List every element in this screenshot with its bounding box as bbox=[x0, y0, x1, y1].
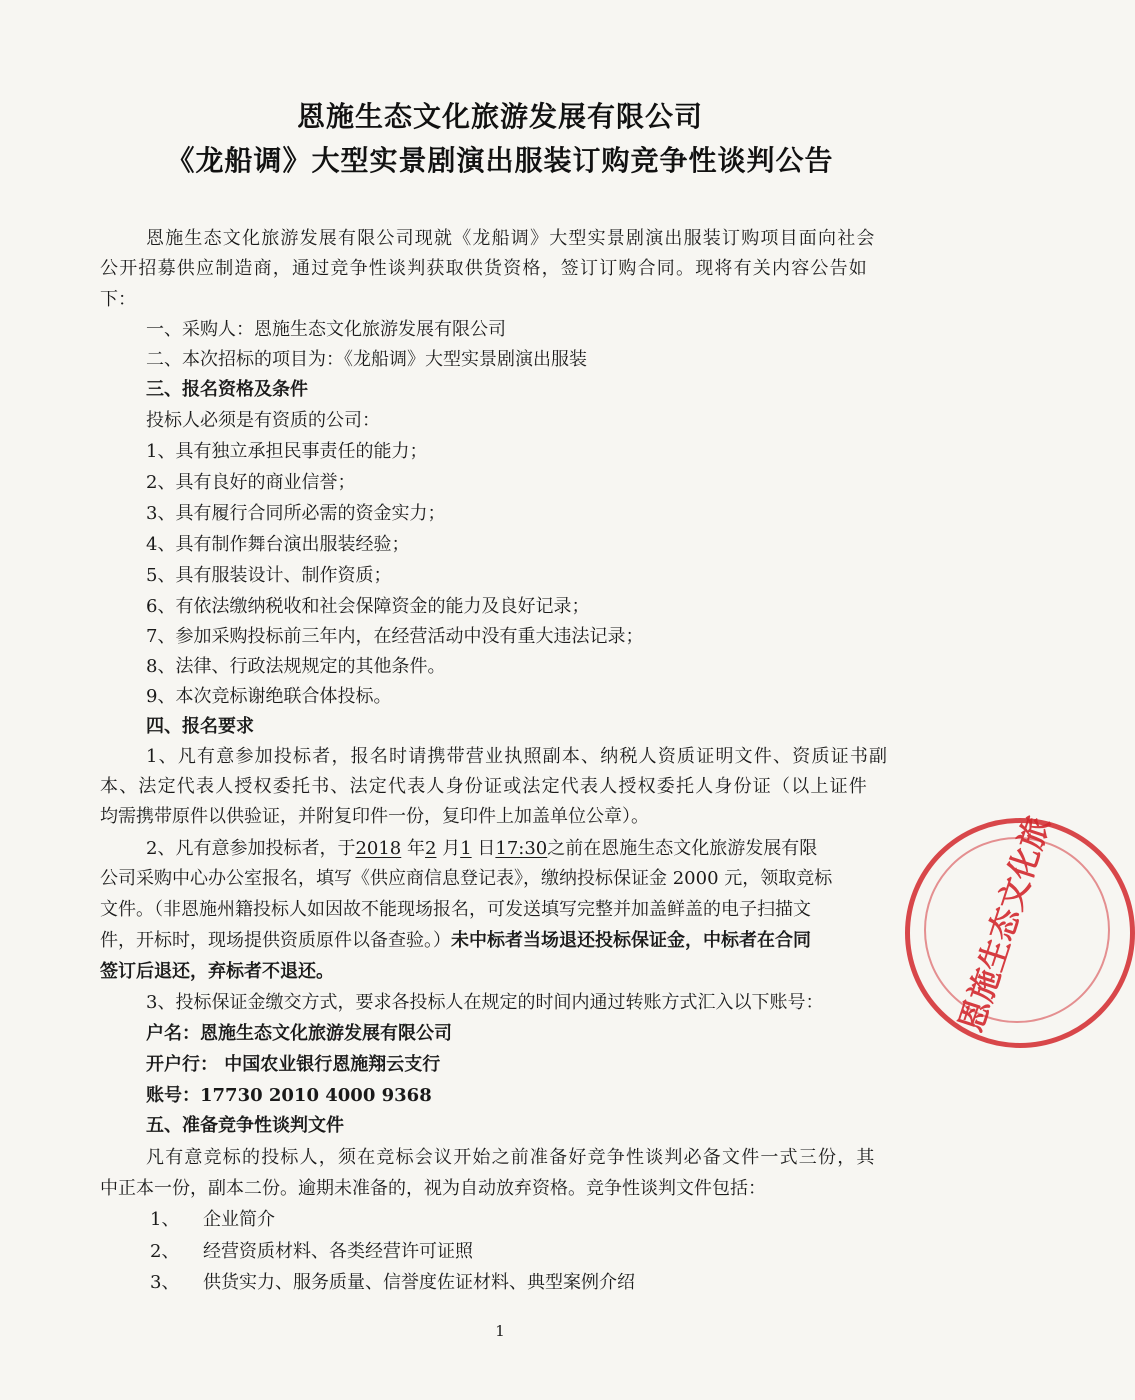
account-name: 户名：恩施生态文化旅游发展有限公司 bbox=[146, 1023, 452, 1044]
section-qualification-heading: 三、报名资格及条件 bbox=[146, 379, 308, 400]
requirement-item: 3、具有履行合同所必需的资金实力； bbox=[146, 503, 446, 524]
registration-para2-line2: 公司采购中心办公室报名，填写《供应商信息登记表》，缴纳投标保证金 2000 元，领取竞标 bbox=[100, 868, 833, 889]
registration-para2-line3: 文件。（非恩施州籍投标人如因故不能现场报名，可发送填写完整并加盖鲜盖的电子扫描文 bbox=[100, 899, 811, 920]
seal-text: 恩施生态文化旅 bbox=[951, 811, 1058, 1037]
requirement-item: 2、具有良好的商业信誉； bbox=[146, 472, 356, 493]
section-purchaser: 一、采购人：恩施生态文化旅游发展有限公司 bbox=[146, 319, 506, 340]
doc-item-number: 3、 bbox=[150, 1272, 180, 1293]
doc-item-text: 企业简介 bbox=[203, 1209, 275, 1230]
registration-para2-line4-bold: 未中标者当场退还投标保证金，中标者在合同 bbox=[451, 930, 811, 951]
registration-para1-line1: 1、凡有意参加投标者，报名时请携带营业执照副本、纳税人资质证明文件、资质证书副 bbox=[146, 746, 889, 767]
registration-para1-line3: 均需携带原件以供验证，并附复印件一份，复印件上加盖单位公章）。 bbox=[100, 806, 649, 827]
deadline-time: 17:30 bbox=[495, 838, 548, 859]
deadline-day: 1 bbox=[460, 838, 472, 859]
registration-para2-line4 bbox=[100, 928, 811, 954]
intro-line-3: 下： bbox=[100, 289, 136, 310]
registration-para2-line5: 签订后退还，弃标者不退还。 bbox=[100, 961, 334, 982]
requirement-item: 8、法律、行政法规规定的其他条件。 bbox=[146, 656, 446, 677]
deadline-day-char: 日 bbox=[477, 838, 496, 859]
intro-line-1: 恩施生态文化旅游发展有限公司现就《龙船调》大型实景剧演出服装订购项目面向社会 bbox=[146, 228, 876, 249]
company-seal-stamp bbox=[905, 811, 1135, 1048]
documents-para-line1: 凡有意竞标的投标人，须在竞标会议开始之前准备好竞争性谈判必备文件一式三份，其 bbox=[146, 1147, 876, 1168]
section-project: 二、本次招标的项目为：《龙船调》大型实景剧演出服装 bbox=[146, 349, 587, 370]
registration-deadline-prefix: 2、凡有意参加投标者，于 bbox=[146, 838, 356, 859]
deadline-month-char: 月 bbox=[442, 838, 461, 859]
registration-para1-line2: 本、法定代表人授权委托书、法定代表人身份证或法定代表人授权委托人身份证（以上证件 bbox=[100, 776, 868, 797]
requirement-item: 7、参加采购投标前三年内，在经营活动中没有重大违法记录； bbox=[146, 626, 644, 647]
deadline-year: 2018 bbox=[355, 838, 402, 859]
doc-item-number: 1、 bbox=[150, 1209, 180, 1230]
account-bank: 开户行： 中国农业银行恩施翔云支行 bbox=[146, 1054, 441, 1075]
requirement-item: 4、具有制作舞台演出服装经验； bbox=[146, 534, 410, 555]
doc-item-text: 经营资质材料、各类经营许可证照 bbox=[203, 1241, 473, 1262]
requirement-item: 9、本次竞标谢绝联合体投标。 bbox=[146, 686, 392, 707]
requirement-item: 5、具有服装设计、制作资质； bbox=[146, 565, 392, 586]
account-number: 账号：17730 2010 4000 9368 bbox=[146, 1085, 432, 1106]
company-title: 恩施生态文化旅游发展有限公司 bbox=[296, 100, 703, 133]
requirement-item: 6、有依法缴纳税收和社会保障资金的能力及良好记录； bbox=[146, 596, 590, 617]
deposit-method: 3、投标保证金缴交方式，要求各投标人在规定的时间内通过转账方式汇入以下账号： bbox=[146, 992, 824, 1013]
registration-deadline-suffix: 之前在恩施生态文化旅游发展有限 bbox=[547, 838, 818, 859]
announcement-title: 《龙船调》大型实景剧演出服装订购竞争性谈判公告 bbox=[166, 144, 834, 177]
qualification-intro: 投标人必须是有资质的公司： bbox=[146, 410, 380, 431]
intro-line-2: 公开招募供应制造商，通过竞争性谈判获取供货资格，签订订购合同。现将有关内容公告如 bbox=[100, 258, 868, 279]
deadline-month: 2 bbox=[425, 838, 437, 859]
requirement-item: 1、具有独立承担民事责任的能力； bbox=[146, 441, 428, 462]
registration-para2-line1 bbox=[146, 836, 817, 862]
section-documents-heading: 五、准备竞争性谈判文件 bbox=[146, 1115, 344, 1136]
deadline-year-char: 年 bbox=[407, 838, 425, 859]
documents-para-line2: 中正本一份，副本二份。逾期未准备的，视为自动放弃资格。竞争性谈判文件包括： bbox=[100, 1178, 766, 1199]
doc-item-text: 供货实力、服务质量、信誉度佐证材料、典型案例介绍 bbox=[203, 1272, 635, 1293]
doc-item-number: 2、 bbox=[150, 1241, 180, 1262]
page-number: 1 bbox=[495, 1322, 505, 1340]
registration-para2-line4-normal: 件，开标时，现场提供资质原件以备查验。） bbox=[100, 930, 451, 951]
section-registration-heading: 四、报名要求 bbox=[146, 716, 254, 737]
